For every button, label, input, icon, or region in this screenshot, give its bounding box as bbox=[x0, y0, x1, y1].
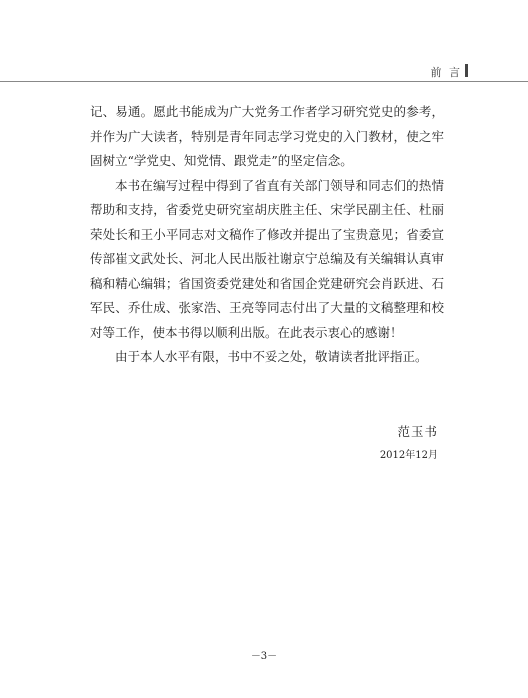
author-signature: 范玉书 bbox=[397, 424, 438, 439]
header-rule bbox=[0, 81, 528, 82]
header-title: 前 言 bbox=[430, 66, 462, 79]
signature-date: 2012年12月 bbox=[379, 450, 438, 461]
paragraph-closing: 由于本人水平有限，书中不妥之处，敬请读者批评指正。 bbox=[115, 349, 428, 364]
paragraph-acknowledgements: 本书在编写过程中得到了省直有关部门领导和同志们的热情帮助和支持，省委党史研究室胡庆胜主任、宋学民副主任、杜丽荣处长和王小平同志对文稿作了修改并提出了宝贵意见；省委宣传部崔文武处长、河北人民出版社谢京宁总编及有关编辑认真审稿和精心编辑；省国资委党建处和省国企党建研究会肖跃进、石军民、乔仕成、张家浩、王亮等同志付出了大量的文稿整理和校对等工作，使本书得以顺利出版。在此表示衷心的感谢！ bbox=[90, 177, 444, 340]
running-header bbox=[0, 62, 528, 82]
preface-body bbox=[90, 100, 444, 370]
header-bar-mark bbox=[465, 64, 468, 77]
page-number: －3－ bbox=[250, 651, 278, 662]
paragraph-continuation: 记、易通。愿此书能成为广大党务工作者学习研究党史的参考，并作为广大读者，特别是青年同志学习党史的入门教材，使之牢固树立“学党史、知党情、跟党走”的坚定信念。 bbox=[90, 104, 444, 168]
